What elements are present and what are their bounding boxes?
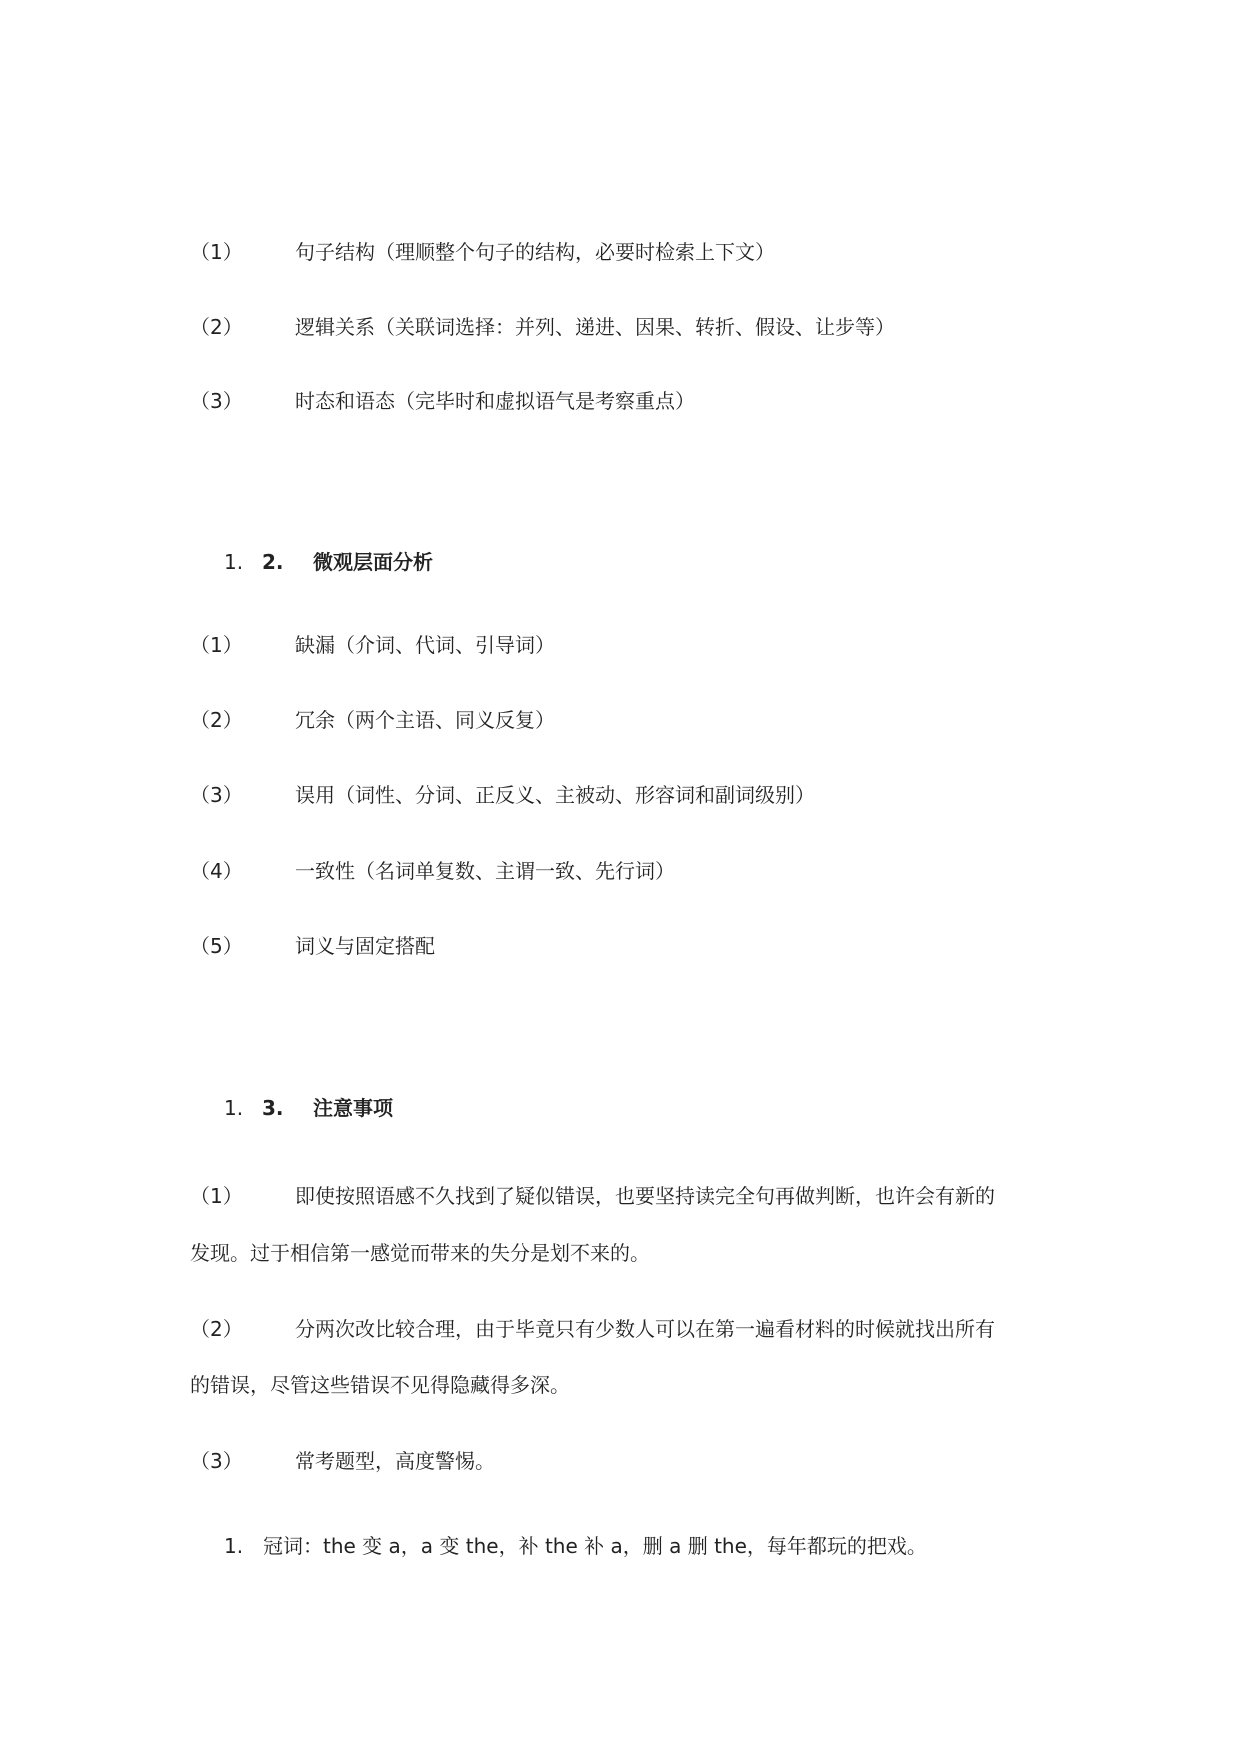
item-text: 句子结构（理顺整个句子的结构，必要时检索上下文） xyxy=(295,240,775,264)
item-text: 缺漏（介词、代词、引导词） xyxy=(295,633,555,657)
heading-number: 3. xyxy=(262,1096,284,1120)
item-text: 误用（词性、分词、正反义、主被动、形容词和副词级别） xyxy=(295,783,815,807)
section-heading: 微观层面分析 xyxy=(313,550,433,574)
item-number: （1） xyxy=(190,240,243,264)
item-number: （1） xyxy=(190,1184,243,1208)
item-number: （5） xyxy=(190,934,243,958)
item-text: 分两次改比较合理，由于毕竟只有少数人可以在第一遍看材料的时候就找出所有 xyxy=(295,1317,995,1341)
heading-prefix: 1. xyxy=(224,550,244,574)
item-number: （4） xyxy=(190,859,243,883)
item-number: （2） xyxy=(190,708,243,732)
item-text: 时态和语态（完毕时和虚拟语气是考察重点） xyxy=(295,389,695,413)
item-number: （1） xyxy=(190,633,243,657)
item-text: 常考题型，高度警惕。 xyxy=(295,1449,495,1473)
item-number: （2） xyxy=(190,1317,243,1341)
item-number: （3） xyxy=(190,783,243,807)
item-number: （3） xyxy=(190,389,243,413)
item-text: 即使按照语感不久找到了疑似错误，也要坚持读完全句再做判断，也许会有新的 xyxy=(295,1184,995,1208)
item-number: （3） xyxy=(190,1449,243,1473)
item-text-continued: 发现。过于相信第一感觉而带来的失分是划不来的。 xyxy=(190,1241,650,1265)
item-text: 一致性（名词单复数、主谓一致、先行词） xyxy=(295,859,675,883)
item-text: 逻辑关系（关联词选择：并列、递进、因果、转折、假设、让步等） xyxy=(295,315,895,339)
item-text-continued: 的错误，尽管这些错误不见得隐藏得多深。 xyxy=(190,1373,570,1397)
section-heading: 注意事项 xyxy=(313,1096,393,1120)
heading-number: 2. xyxy=(262,550,284,574)
item-number: （2） xyxy=(190,315,243,339)
item-text: 冗余（两个主语、同义反复） xyxy=(295,708,555,732)
list-text: 冠词：the 变 a，a 变 the，补 the 补 a，删 a 删 the，每年都玩的把戏。 xyxy=(263,1534,927,1558)
heading-prefix: 1. xyxy=(224,1096,244,1120)
list-number: 1. xyxy=(224,1534,244,1558)
item-text: 词义与固定搭配 xyxy=(295,934,435,958)
